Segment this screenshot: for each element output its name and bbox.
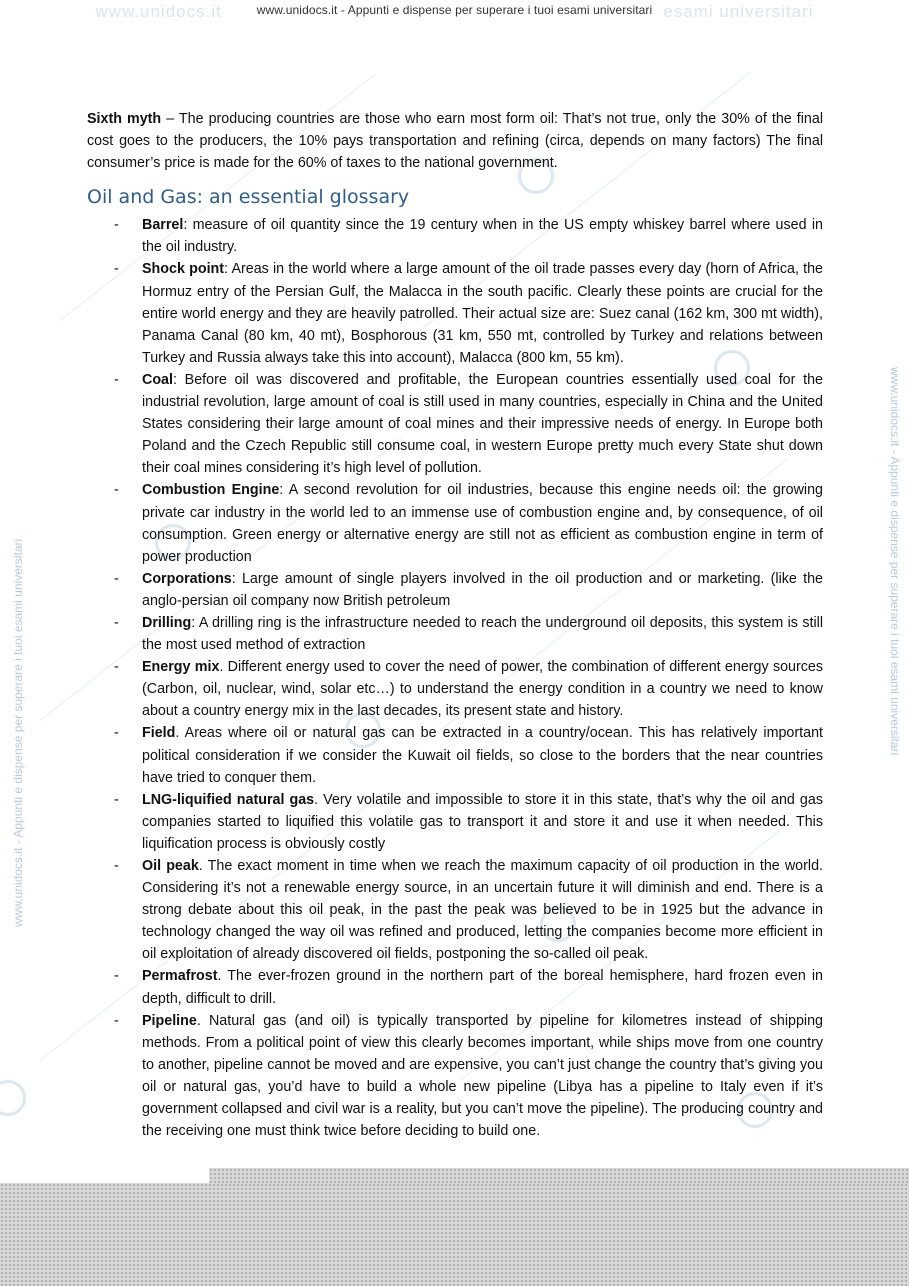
intro-text: – The producing countries are those who earn most form oil: That’s not true, only the 30% of the final cost goes to the producers, the 10% pays transportation and refining (circa, depends on many factors) The final consumer’s price is made for the 60% of taxes to the national government. [87, 111, 823, 172]
glossary-item-barrel [87, 214, 823, 258]
glossary-item-corporations [87, 568, 823, 612]
glossary-definition: : A drilling ring is the infrastructure needed to reach the underground oil deposits, this system is still the most used method of extraction [142, 614, 823, 654]
glossary-definition: . Natural gas (and oil) is typically transported by pipeline for kilometres instead of shipping methods. From a political point of view this clearly becomes important, while ships move from one country to another, pipeline cannot be moved and are expensive, you can’t just change the country that’s giving you oil or natural gas, you’d have to build a whole new pipeline (Libya has a pipeline to Italy even if it’s government collapsed and civil war is a reality, but you can’t move the pipeline). The producing country and the receiving one must think twice before deciding to build one. [142, 1012, 823, 1140]
intro-lead: Sixth myth [87, 111, 162, 127]
list-marker: - [114, 261, 119, 278]
glossary-definition: . Different energy used to cover the need of power, the combination of different energy sources (Carbon, oil, nuclear, wind, solar etc…) to understand the energy condition in a country we need to know about a country energy mix in the last decades, its present state and history. [142, 659, 824, 720]
list-marker: - [114, 659, 119, 676]
list-marker: - [114, 371, 119, 388]
intro-paragraph [87, 108, 823, 174]
glossary-definition: . The exact moment in time when we reach the maximum capacity of oil production in the world. Considering it’s not a renewable energy source, in an uncertain future it will diminish and end. There is a strong debate about this oil peak, in the past the peak was believed to be in 1925 but the advance in technology changed the way oil was refined and produced, letting the companies become more efficient in oil exploitation of already discovered oil fields, postponing the so-called oil peak. [142, 858, 823, 963]
list-marker: - [114, 570, 119, 587]
glossary-item-combustion-engine [87, 479, 823, 567]
glossary-definition: . Areas where oil or natural gas can be extracted in a country/ocean. This has relatively important political consideration if we consider the Kuwait oil fields, so close to the borders that the near countries have tried to conquer them. [142, 725, 823, 786]
glossary-item-drilling [87, 612, 823, 656]
glossary-term: Pipeline [142, 1012, 197, 1029]
glossary-term: Permafrost [142, 968, 218, 985]
glossary-item-field [87, 722, 823, 788]
glossary-definition: : Areas in the world where a large amount of the oil trade passes every day (horn of Africa, the Hormuz entry of the Persian Gulf, the Malacca in the south pacific. Clearly these points are crucial for the entire world energy and they are heavily patrolled. Their actual size are: Suez canal (162 km, 300 mt width), Panama Canal (80 km, 40 mt), Bosphorous (31 km, 550 mt, controlled by Turkey and relations between Turkey and Russia always take this into account), Malacca (800 km, 55 km). [142, 261, 823, 366]
list-marker: - [114, 217, 119, 234]
glossary-item-lng [87, 789, 823, 855]
glossary-term: Drilling [142, 614, 192, 631]
glossary-definition: . Very volatile and impossible to store it in this state, that’s why the oil and gas companies started to liquified this volatile gas to transport it and store it and use it when needed. This liquification process is obviously costly [142, 791, 823, 852]
glossary-item-oil-peak [87, 855, 823, 965]
glossary-term: Energy mix [142, 659, 220, 676]
glossary-item-pipeline [87, 1010, 823, 1143]
list-marker: - [114, 725, 119, 742]
glossary-definition: : A second revolution for oil industries, because this engine needs oil: the growing private car industry in the world led to an immense use of combustion engine and, by consequence, of oil consumption. Green energy or alternative energy are still not as efficient as combustion engine in term of power production [142, 482, 823, 565]
glossary-term: Corporations [142, 570, 232, 587]
list-marker: - [114, 791, 119, 808]
glossary-definition: . The ever-frozen ground in the northern part of the boreal hemisphere, hard frozen even in depth, difficult to drill. [142, 968, 823, 1007]
glossary-item-shock-point [87, 258, 823, 368]
glossary-term: LNG-liquified natural gas [142, 791, 315, 808]
list-marker: - [114, 614, 119, 631]
glossary-term: Field [142, 725, 176, 742]
page-mask-overlay [0, 1183, 909, 1286]
glossary-term: Barrel [142, 217, 184, 234]
glossary-item-permafrost [87, 965, 823, 1009]
page-mask-notch [209, 1168, 909, 1184]
glossary-term: Oil peak [142, 858, 199, 874]
glossary-term: Coal [142, 371, 173, 388]
glossary-definition: : Large amount of single players involved in the oil production and or marketing. (like the anglo-persian oil company now British petroleum [142, 570, 823, 609]
list-marker: - [114, 1012, 119, 1029]
section-heading: Oil and Gas: an essential glossary [87, 186, 410, 209]
watermark-ghost-left-text: www.unidocs.it [95, 2, 222, 21]
glossary-definition: : Before oil was discovered and profitable, the European countries essentially used coal for the industrial revolution, large amount of coal is still used in many countries, especially in China and the United States considering their large amount of coal mines and their impressive needs of energy. In Europe both Poland and the Czech Republic still consume coal, in western Europe pretty much every State shut down their coal mines considering it’s high level of pollution. [142, 371, 823, 477]
glossary-definition: : measure of oil quantity since the 19 century when in the US empty whiskey barrel where used in the oil industry. [142, 217, 823, 256]
watermark-logo-icon [0, 1080, 26, 1116]
document-body [87, 108, 823, 1142]
watermark-ghost-right-text: esami universitari [663, 2, 814, 21]
glossary-term: Shock point [142, 261, 225, 278]
glossary-item-coal [87, 369, 823, 479]
watermark-side-right: www.unidocs.it - Appunti e dispense per superare i tuoi esami universitari [888, 367, 902, 756]
glossary-term: Combustion Engine [142, 482, 280, 499]
glossary-list [87, 214, 823, 1142]
list-marker: - [114, 858, 119, 874]
list-marker: - [114, 482, 119, 499]
watermark-header: www.unidocs.it - Appunti e dispense per superare i tuoi esami universitari [256, 3, 653, 17]
watermark-side-left: www.unidocs.it - Appunti e dispense per superare i tuoi esami universitari [11, 538, 25, 927]
glossary-item-energy-mix [87, 656, 823, 722]
list-marker: - [114, 968, 119, 985]
